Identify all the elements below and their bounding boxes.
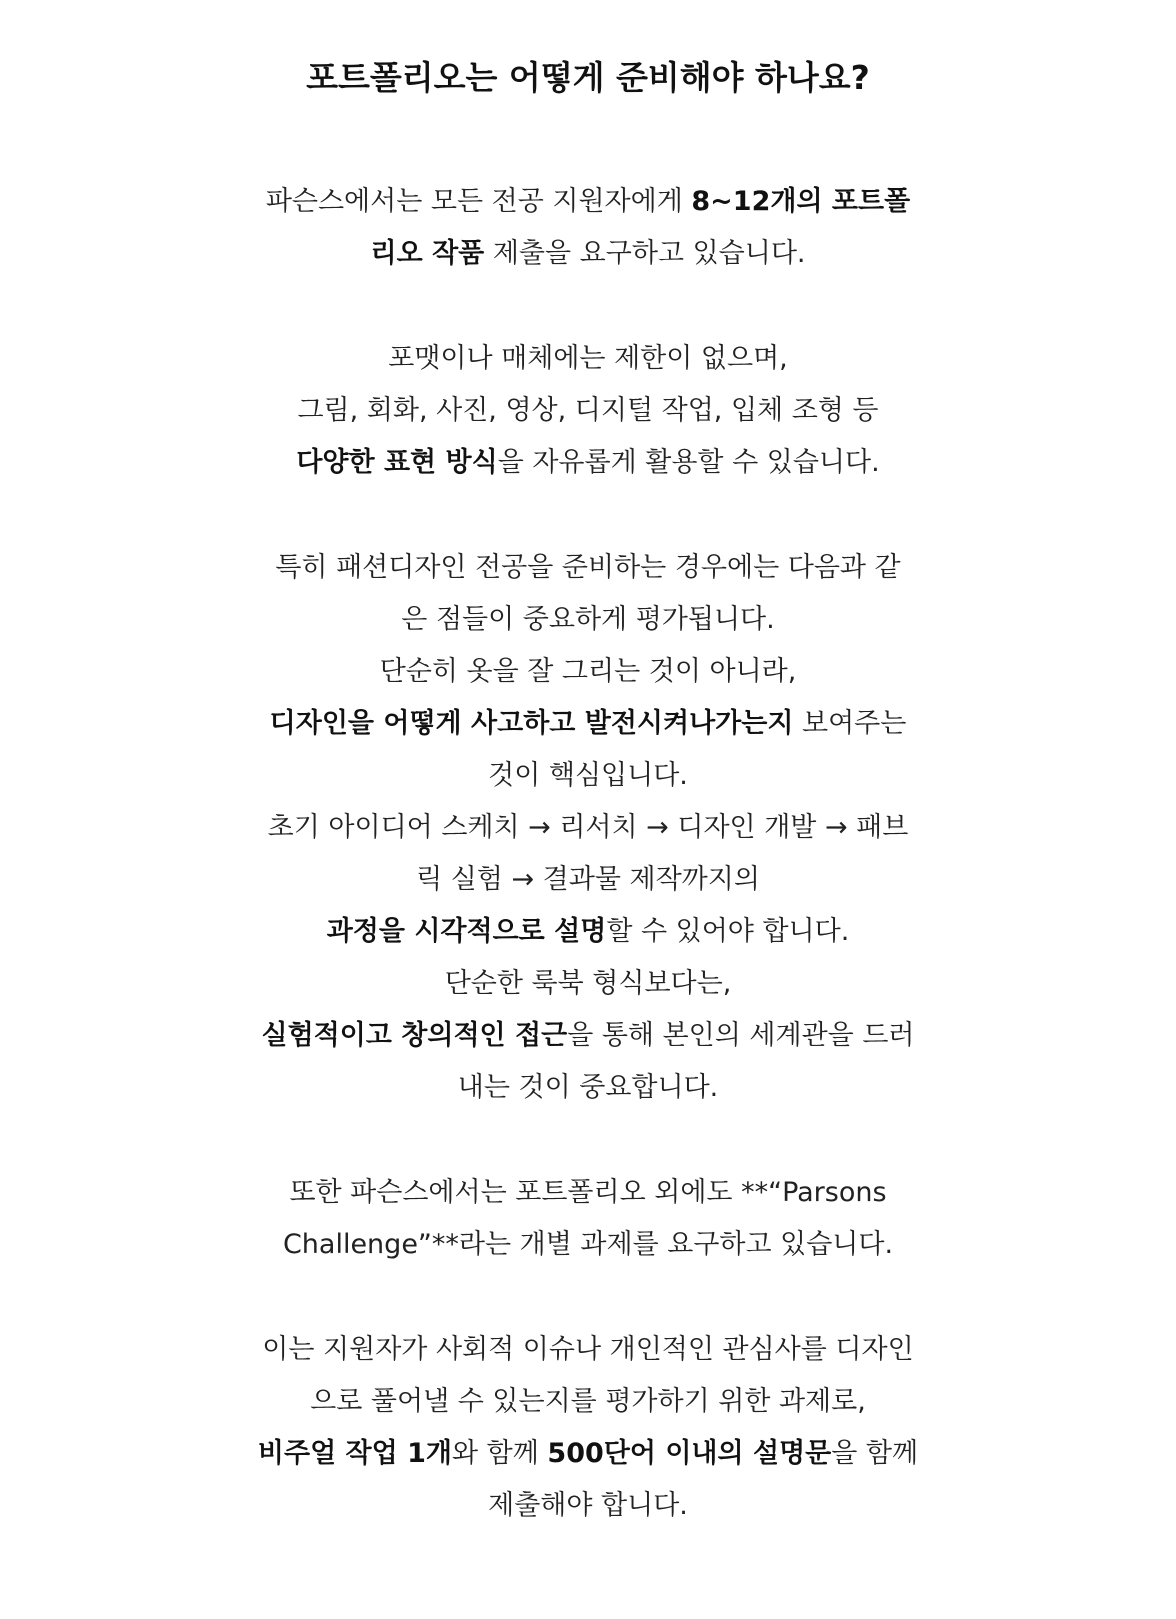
bold-text: 비주얼 작업 1개 — [257, 1438, 452, 1469]
text-run: 이는 지원자가 사회적 이슈나 개인적인 관심사를 디자인 — [262, 1334, 914, 1365]
text-line — [0, 912, 1176, 952]
text-line — [0, 234, 1176, 274]
text-run: 특히 패션디자인 전공을 준비하는 경우에는 다음과 같 — [275, 552, 901, 583]
text-run: 을 함께 — [831, 1438, 919, 1469]
text-run: 단순히 옷을 잘 그리는 것이 아니라, — [379, 656, 797, 687]
bold-text: 500단어 이내의 설명문 — [547, 1438, 832, 1469]
text-run: 릭 실험 → 결과물 제작까지의 — [416, 864, 760, 895]
text-run: 을 통해 본인의 세계관을 드러 — [567, 1020, 915, 1051]
text-run: 으로 풀어낼 수 있는지를 평가하기 위한 과제로, — [310, 1386, 866, 1417]
text-line — [0, 339, 1176, 379]
bold-text: 8~12개의 포트폴 — [691, 186, 911, 217]
text-line — [0, 1434, 1176, 1474]
text-line — [0, 443, 1176, 483]
text-line — [0, 548, 1176, 588]
text-run: 것이 핵심입니다. — [488, 760, 688, 791]
bold-text: 실험적이고 창의적인 접근 — [261, 1020, 568, 1051]
text-line — [0, 1330, 1176, 1370]
text-line — [0, 1225, 1176, 1265]
text-line — [0, 391, 1176, 431]
text-line — [0, 964, 1176, 1004]
text-line — [0, 756, 1176, 796]
text-line — [0, 652, 1176, 692]
text-run: 또한 파슨스에서는 포트폴리오 외에도 **“Parsons — [289, 1177, 887, 1208]
text-line — [0, 860, 1176, 900]
text-run: 제출을 요구하고 있습니다. — [484, 238, 806, 269]
text-line — [0, 1486, 1176, 1526]
text-line — [0, 1173, 1176, 1213]
text-line — [0, 1068, 1176, 1108]
text-run: 보여주는 — [793, 708, 907, 739]
text-line — [0, 1382, 1176, 1422]
text-run: 단순한 룩북 형식보다는, — [444, 968, 732, 999]
bold-text: 다양한 표현 방식 — [296, 447, 498, 478]
text-run: 제출해야 합니다. — [488, 1490, 688, 1521]
text-line — [0, 1016, 1176, 1056]
page-title: 포트폴리오는 어떻게 준비해야 하나요? — [306, 58, 870, 97]
text-run: 을 자유롭게 활용할 수 있습니다. — [497, 447, 880, 478]
text-line — [0, 704, 1176, 744]
text-line — [0, 600, 1176, 640]
text-line — [0, 808, 1176, 848]
text-run: 은 점들이 중요하게 평가됩니다. — [401, 604, 775, 635]
bold-text: 과정을 시각적으로 설명 — [326, 916, 607, 947]
text-run: 파슨스에서는 모든 전공 지원자에게 — [265, 186, 692, 217]
text-run: 초기 아이디어 스케치 → 리서치 → 디자인 개발 → 패브 — [267, 812, 909, 843]
text-run: 할 수 있어야 합니다. — [606, 916, 850, 947]
text-run: 그림, 회화, 사진, 영상, 디지털 작업, 입체 조형 등 — [297, 395, 879, 426]
text-line — [0, 182, 1176, 222]
text-run: 내는 것이 중요합니다. — [457, 1072, 719, 1103]
bold-text: 디자인을 어떻게 사고하고 발전시켜나가는지 — [269, 708, 794, 739]
bold-text: 리오 작품 — [370, 238, 485, 269]
text-run: Challenge”**라는 개별 과제를 요구하고 있습니다. — [282, 1229, 894, 1260]
text-run: 포맷이나 매체에는 제한이 없으며, — [388, 343, 788, 374]
text-run: 와 함께 — [452, 1438, 548, 1469]
